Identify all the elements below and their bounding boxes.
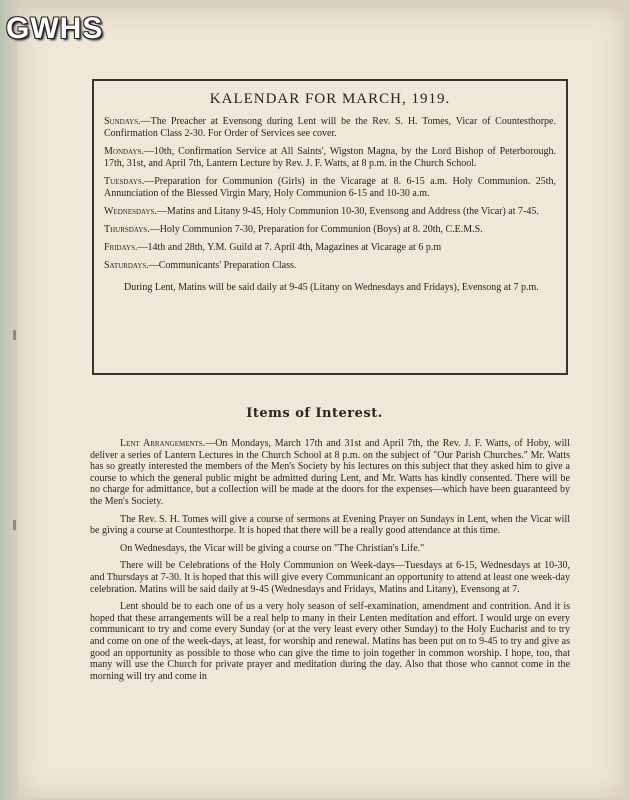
paragraph-lead: Lent Arrangements. [120, 438, 206, 449]
article-paragraph [90, 438, 570, 508]
gwhs-logo: GWHS [6, 12, 104, 45]
article-paragraph [90, 543, 570, 555]
kalendar-entry-text: —10th, Confirmation Service at All Saints', Wigston Magna, by the Lord Bishop of Peterborough. 17th, 31st, and April 7th, Lantern Lecture by Rev. J. F. Watts, at 8 p.m. in the Church School. [104, 146, 556, 169]
kalendar-entry-text: —Holy Communion 7-30, Preparation for Communion (Boys) at 8. 20th, C.E.M.S. [149, 224, 483, 235]
binding-stitch [13, 330, 16, 340]
binding-stitch [13, 520, 16, 530]
kalendar-day-label: Thursdays. [104, 224, 150, 235]
paragraph-text: The Rev. S. H. Tomes will give a course of sermons at Evening Prayer on Sundays in Lent, when the Vicar will be giving a course at Countesthorpe. It is hoped that there will be a really good attendance at this time. [90, 513, 570, 537]
kalendar-entry-tuesdays [104, 176, 556, 200]
kalendar-entry-text: —The Preacher at Evensong during Lent will be the Rev. S. H. Tomes, Vicar of Countesthorpe. Confirmation Class 2-30. For Order of Services see cover. [104, 116, 556, 139]
paragraph-text: Lent should be to each one of us a very holy season of self-examination, amendment and contrition. And it is hoped that these arrangements will be a real help to many in their Lenten meditation and effort. I would urge on every communicant to try and come every Sunday (or at the very least every other Sunday) to the Holy Eucharist and to try and come on one of the week-days, at least, for worship and renewal. Matins has been put on to 9-45 to try and give as good an opportunity as possible to those who can give the time to join together in common worship. I hope, too, that many will use the Church for private prayer and meditation during the day. Also that those who cannot come in the morning will try and come in [90, 601, 570, 682]
kalendar-day-label: Fridays. [104, 242, 138, 253]
kalendar-entry-text: —Preparation for Communion (Girls) in the Vicarage at 8. 6-15 a.m. Holy Communion. 25th, Annunciation of the Blessed Virgin Mary, Holy Communion 6-15 and 10-30 a.m. [104, 176, 556, 199]
kalendar-entry-sundays [104, 116, 556, 140]
kalendar-day-label: Sundays. [104, 116, 141, 127]
kalendar-entry-saturdays [104, 260, 556, 272]
kalendar-entry-text: —Matins and Litany 9-45, Holy Communion 10-30, Evensong and Address (the Vicar) at 7-45. [156, 206, 539, 217]
kalendar-day-label: Wednesdays. [104, 206, 157, 217]
kalendar-entry-text: —14th and 28th, Y.M. Guild at 7. April 4th, Magazines at Vicarage at 6 p.m [137, 242, 442, 253]
kalendar-entry-text: —Communicants' Preparation Class. [148, 260, 297, 271]
kalendar-title: KALENDAR FOR MARCH, 1919. [209, 91, 451, 107]
paragraph-text: —On Mondays, March 17th and 31st and April 7th, the Rev. J. F. Watts, of Hoby, will deliver a series of Lantern Lectures in the Church School at 8 p.m. on the subject of "Our Parish Churches." Mr. Watts has so greatly interested the members of the Men's Society by his lectures on this subject that they asked him to give a course to which the general public might be admitted during Lent, and Mr. Watts has kindly consented. There will be no charge for admittance, but a collection will be made at the doors for the expenses—which have been guaranteed by the Men's Society. [90, 438, 570, 507]
article-paragraph [90, 560, 570, 595]
items-of-interest-heading: Items of Interest. [246, 406, 383, 421]
kalendar-entry-mondays [104, 146, 556, 170]
kalendar-day-label: Mondays. [104, 146, 144, 157]
paragraph-text: On Wednesdays, the Vicar will be giving a course on "The Christian's Life." [120, 542, 425, 554]
kalendar-entry-wednesdays [104, 206, 556, 218]
paragraph-text: There will be Celebrations of the Holy Communion on Week-days—Tuesdays at 6-15, Wednesdays at 10-30, and Thursdays at 7-30. It is hoped that this will give every Communicant an opportunity to attend at least one week-day celebration. Matins will be said daily at 9-45 (Wednesdays and Fridays, Matins and Litany), Evensong at 7. [90, 560, 570, 595]
kalendar-day-label: Tuesdays. [104, 176, 145, 187]
article-paragraph [90, 601, 570, 682]
items-of-interest-body [90, 438, 570, 688]
kalendar-entry-fridays [104, 242, 556, 254]
article-paragraph [90, 514, 570, 537]
kalendar-entry-thursdays [104, 224, 556, 236]
kalendar-lent-note: During Lent, Matins will be said daily at 9-45 (Litany on Wednesdays and Fridays), Evensong at 7 p.m. [124, 282, 539, 293]
kalendar-box [92, 79, 568, 375]
kalendar-day-label: Saturdays. [104, 260, 149, 271]
